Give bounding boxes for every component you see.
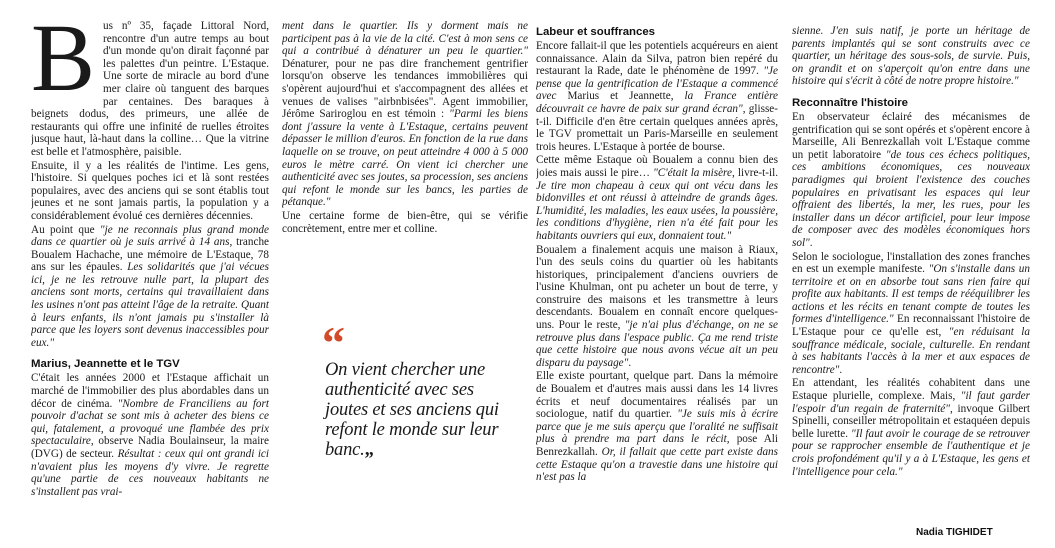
paragraph <box>536 40 778 153</box>
quote-text-inline: Je tire mon chapeau à ceux qui ont vécu dans les bidonvilles et ont réussi à atteindre de grands âges. L'humidité, les maladies, les eaux usées, la poussière, les conditions d'hygiène, rien n'a été fait pour les habitants ouvriers qui eux, donnaient tout." <box>536 179 778 242</box>
paragraph <box>536 370 778 483</box>
article-column-3 <box>536 25 778 545</box>
paragraph-text: Boualem a finalement acquis une maison à Riaux, l'un des seuls coins du quartier où les habitants historiques, principalement d'anciens ouvriers de l'usine Khulman, ont pu acheter un bout de terre, y construire des maisons et les transmettre à leurs descendants. Boualem en connaît encore quelques-uns. Pour le reste, <box>536 243 778 332</box>
paragraph <box>31 372 269 498</box>
quote-text-inline: Les solidarités que j'ai vécues ici, je ne les retrouve nulle part, la plupart des anciens sont morts, certains qui travaillaient dans les usines n'ont pas atteint l'âge de la retraite. Quant à leurs enfants, ils n'ont jamais pu s'installer là parce que les loyers sont devenus inaccessibles pour eux." <box>31 261 269 349</box>
paragraph-text: Encore fallait-il que les potentiels acquéreurs en aient connaissance. Alain da Silva, patron bien repéré du restaurant la Rade, date le phénomène de 1997. <box>536 40 778 78</box>
subheading: Reconnaître l'histoire <box>792 96 909 109</box>
quote-text-inline: "il faut garder l'espoir d'un regain de fraternité" <box>792 390 1030 415</box>
paragraph <box>282 210 528 235</box>
quote-text-inline: "Parmi les biens dont j'assure la vente à L'Estaque, certains peuvent dépasser le million d'euros. En fonction de la rue dans laquelle on se trouve, on peut atteindre 4 000 à 5 000 euros le mètre carré. On vient ici chercher une authenticité avec ses joutes, sa procession, ses anciens qui refont le monde sur les bancs, les parties de pétanque." <box>282 108 528 209</box>
paragraph-text: tranche Boualem Hachache, une mémoire de L'Estaque, 78 ans sur les épaules. <box>31 236 269 274</box>
paragraph <box>282 20 528 209</box>
quote-mark-icon: “ <box>322 317 345 368</box>
quote-text-inline: sienne. J'en suis natif, je porte un héritage de parents implantés qui se sont construits avec ce quartier, un héritage des sous-sols, de survie. Puis, on grandit et on s'aperçoit qu'on entre dans une histoire qui s'écrit à côté de notre propre histoire." <box>792 25 1030 88</box>
quote-text-inline: "On s'installe dans un territoire et on en absorbe tout sans rien faire qui profite aux habitants. Il est temps de rééquilibrer les actions et les récits en tenant compte de toutes les formes d'intelligence." <box>792 263 1030 326</box>
article-column-4 <box>792 25 1030 525</box>
paragraph-text: livre-t-il. <box>734 166 778 179</box>
quote-text-inline: "C'était la misère, <box>653 166 735 179</box>
quote-text-inline: "Nombre de Franciliens au fort pouvoir d'achat se sont mis à acheter des biens ce qui, fatalement, a provoqué une flambée des prix spectaculaire, <box>31 397 269 448</box>
paragraph <box>792 111 1030 250</box>
quote-text-inline: "je n'ai plus d'échange, on ne se retrouve plus dans l'espace public. Ça me rend triste que cette histoire que nous avons vécue ait un peu disparu du paysage" <box>536 319 778 369</box>
quote-text-inline: ment dans le quartier. Ils y dorment mais ne participent pas à la vie de la cité. C'est à mon sens ce qui a contribué à dénaturer un peu le quartier." <box>282 20 528 58</box>
paragraph-text: Au point que <box>31 223 100 236</box>
subheading: Marius, Jeannette et le TGV <box>31 358 180 371</box>
paragraph <box>536 154 778 242</box>
quote-text-inline: "Je suis mis à écrire parce que je me suis aperçu que l'oralité ne suffisait plus à prendre ma part dans le récit, <box>536 408 778 446</box>
drop-cap: B <box>31 20 96 111</box>
quote-text-inline: la France entière découvrait ce havre de paix sur grand écran" <box>536 90 778 115</box>
paragraph-text: . <box>839 363 843 376</box>
paragraph <box>536 244 778 370</box>
paragraph-text: Ensuite, il y a les réalités de l'intime. Les gens, l'histoire. Si quelques poches ici et là sont restées populaires, avec des anciens qui se sont établis tout jeunes et ne sont jamais partis, la population y a considérablement évolué ces dernières décennies. <box>31 159 269 222</box>
paragraph <box>792 377 1030 478</box>
pull-quote-text: On vient chercher une authenticité avec ses joutes et ses anciens qui refont le monde sur leur banc. <box>325 360 499 460</box>
quote-text-inline: "Il faut avoir le courage de se retrouver pour se rapprocher ensemble de l'authentique et je crois profondément qu'il y a à L'Estaque, les gens et l'intelligence pour cela." <box>792 427 1030 478</box>
quote-end-mark: „ <box>364 440 374 460</box>
quote-text-inline: Or, il fallait que cette part existe dans cette Estaque qu'on a travestie dans une histoire qui n'est pas la <box>536 446 778 484</box>
paragraph-text: . <box>628 356 632 369</box>
paragraph-text: , invoque Gilbert Spinelli, conseiller métropolitain et estaquéen depuis belle lurette. <box>792 402 1030 440</box>
quote-text-inline: "Je pense que la gentrification de l'Estaque a commencé avec <box>536 65 778 103</box>
article-column-1 <box>31 20 269 540</box>
paragraph-text: En attendant, les réalités cohabitent dans une Estaque plurielle, complexe. Mais, <box>792 377 1030 403</box>
subheading: Labeur et souffrances <box>536 26 656 38</box>
pull-quote <box>325 360 520 460</box>
paragraph <box>31 160 269 223</box>
paragraph-text: , glisse-t-il. Difficile d'en être certain quelques années après, le TGV promettait un Paris-Marseille en seulement trois heures. L'Estaque à portée de bourse. <box>536 102 778 153</box>
paragraph-text: us nº 35, façade Littoral Nord, rencontre d'un autre temps au bout d'un monde qu'on dirait façonné par les palettes d'un peintre. L'Estaque. Une sorte de miracle au bord d'une mer claire où tanguent des barques par centaines. Des baraques à beignets dodus, des primeurs, une allée de restaurants qui offre une infinité de ruelles étroites jusque haut, là-haut dans la colline… Que la vitrine est belle et l'atmosphère, paisible. <box>31 20 269 158</box>
paragraph-text: Dénaturer, pour ne pas dire franchement gentrifier lorsqu'on observe les tendances immobilières qui s'opèrent aujourd'hui et s'accompagnent des allées et venues de valises "airbnbisées". Agent immobilier, Jérôme Sariroglou en est témoin : <box>282 57 528 121</box>
paragraph <box>31 224 269 350</box>
paragraph-text: Une certaine forme de bien-être, qui se vérifie concrètement, entre mer et colline. <box>282 209 528 235</box>
paragraph-text: C'était les années 2000 et l'Estaque affichait un marché de l'immobilier des plus abordables dans un décor de cinéma. <box>31 372 269 410</box>
paragraph-text: En reconnaissant l'histoire de L'Estaque pour ce qu'elle est, <box>792 313 1030 339</box>
paragraph-text: Marius et Jeannette, <box>556 90 685 103</box>
paragraph <box>792 25 1030 88</box>
paragraph <box>792 251 1030 377</box>
quote-text-inline: "je ne reconnais plus grand monde dans ce quartier où je suis arrivé à 14 ans, <box>31 223 269 249</box>
paragraph-text: . <box>809 236 813 249</box>
paragraph-text: pose Ali Benrezkallah. <box>536 433 778 458</box>
quote-text-inline: Résultat : ceux qui ont grandi ici n'avaient plus les moyens d'y vivre. Je regrette qu'une partie de ces nouveaux habitants ne s'installent pas vrai- <box>31 448 269 498</box>
paragraph-text: Selon le sociologue, l'installation des zones franches en est un exemple manifeste. <box>792 250 1030 276</box>
author-byline: Nadia TIGHIDET <box>916 527 993 538</box>
paragraph-text: observe Nadia Boulainseur, la maire (DVG) de secteur. <box>31 435 269 460</box>
paragraph-text: Elle existe pourtant, quelque part. Dans la mémoire de Boualem et d'autres mais aussi dans les 14 livres écrits et neuf documentaires réalisés par un sociologue, natif du quartier. <box>536 370 778 421</box>
paragraph-text: Cette même Estaque où Boualem a connu bien des joies mais aussi le pire… <box>536 154 778 179</box>
quote-text-inline: "de tous ces échecs politiques, ces ambitions économiques, ces nouveaux paradigmes qui broient l'existence des couches populaires en privatisant les espaces qui leur offraient des libertés, la mer, les rues, pour les installer dans un décor artificiel, pour leur impose de composer avec des modèles économiques hors sol" <box>792 148 1030 249</box>
quote-text-inline: "en réduisant la souffrance médicale, sociale, culturelle. En rendant à ses habitants l'accès à la mer et aux espaces de rencontre" <box>792 326 1030 376</box>
paragraph-text: En observateur éclairé des mécanismes de gentrification qui se sont opérés et s'opèrent encore à Marseille, Ali Benrezkallah voit L'Estaque comme un petit laboratoire <box>792 110 1030 161</box>
article-column-2 <box>282 20 528 255</box>
